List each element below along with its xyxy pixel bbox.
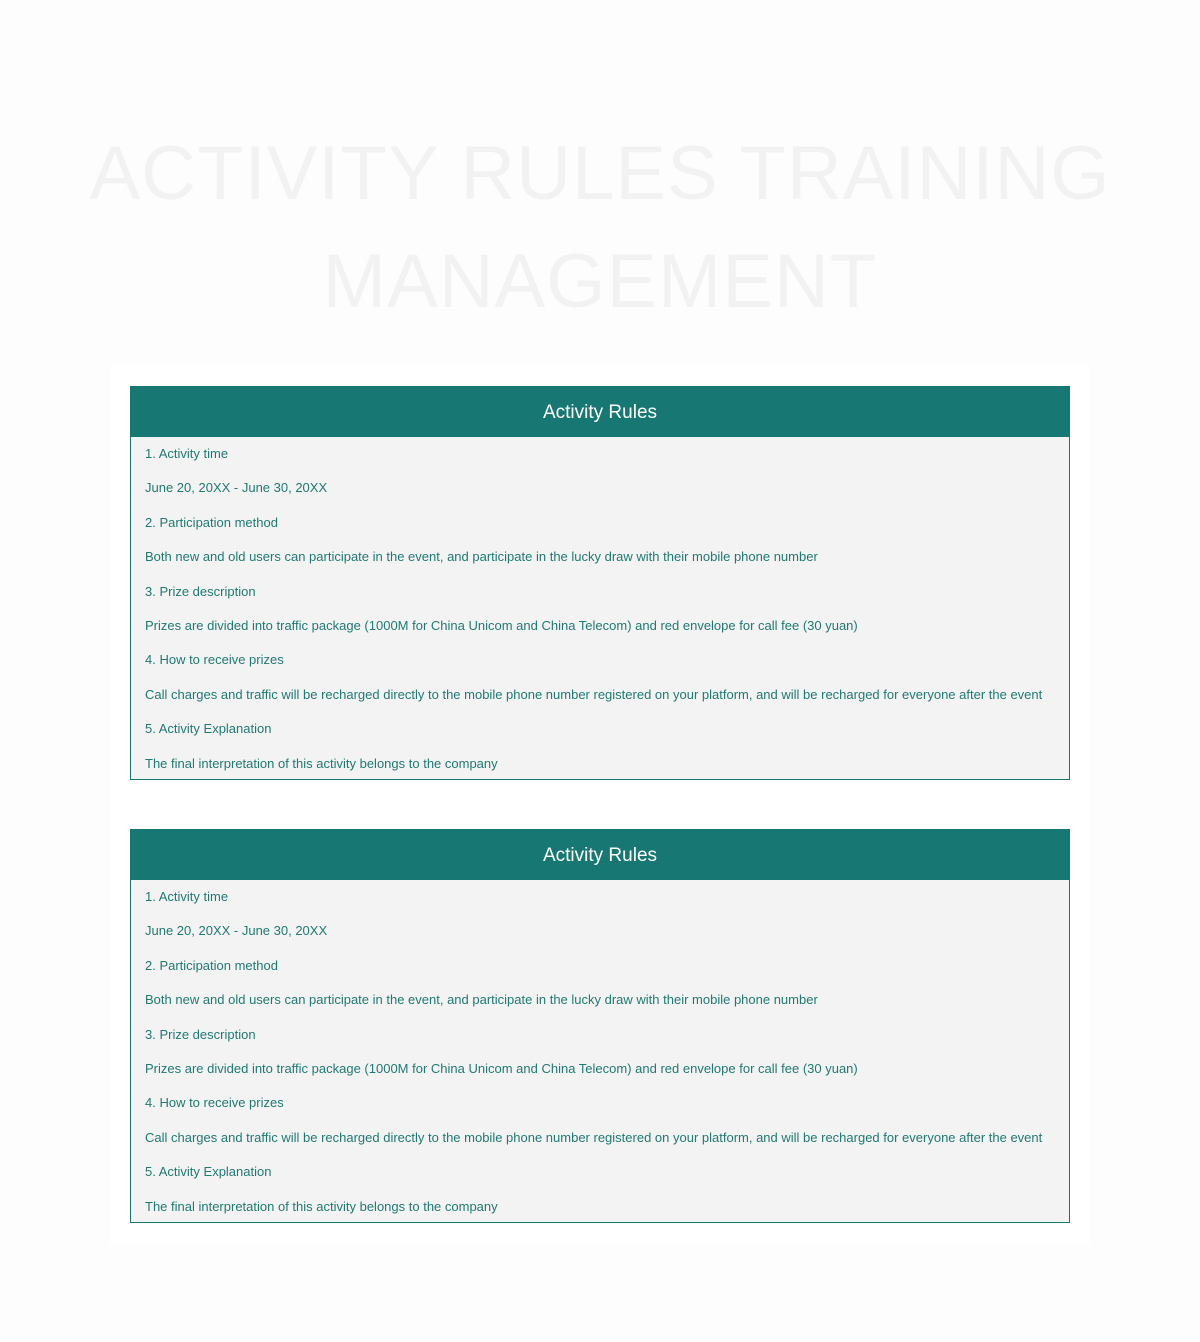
page-title-line-2: MANAGEMENT [322, 239, 878, 324]
page-title [0, 120, 1200, 336]
card-body [131, 437, 1069, 781]
card-header: Activity Rules [131, 387, 1069, 437]
rule-heading-activity-time: 1. Activity time [145, 446, 229, 461]
card-header: Activity Rules [131, 830, 1069, 880]
rule-text-receive: Call charges and traffic will be recharged directly to the mobile phone number registered on your platform, and will be recharged for everyone after the event [145, 686, 1043, 702]
rule-heading-receive: 4. How to receive prizes [145, 1095, 284, 1111]
rule-heading-activity-time: 1. Activity time [145, 889, 229, 904]
rule-text-activity-time: June 20, 20XX - June 30, 20XX [145, 480, 328, 496]
rule-heading-explanation: 5. Activity Explanation [145, 721, 272, 737]
rule-text-explanation: The final interpretation of this activity belongs to the company [145, 1198, 498, 1214]
rule-text-participation: Both new and old users can participate in the event, and participate in the lucky draw with their mobile phone number [145, 549, 818, 565]
rule-text-explanation: The final interpretation of this activity belongs to the company [145, 755, 498, 771]
rule-heading-prize: 3. Prize description [145, 1026, 256, 1042]
rule-text-activity-time: June 20, 20XX - June 30, 20XX [145, 923, 328, 939]
rule-heading-prize: 3. Prize description [145, 583, 256, 599]
rule-text-prize: Prizes are divided into traffic package (1000M for China Unicom and China Telecom) and red envelope for call fee (30 yuan) [145, 1060, 858, 1076]
rules-card-2 [130, 829, 1070, 1223]
rule-heading-participation: 2. Participation method [145, 514, 278, 530]
rule-text-participation: Both new and old users can participate in the event, and participate in the lucky draw with their mobile phone number [145, 992, 818, 1008]
rules-card-1 [130, 386, 1070, 780]
rule-heading-receive: 4. How to receive prizes [145, 652, 284, 668]
card-body [131, 880, 1069, 1224]
rule-heading-participation: 2. Participation method [145, 957, 278, 973]
rule-heading-explanation: 5. Activity Explanation [145, 1164, 272, 1180]
page-title-line-1: ACTIVITY RULES TRAINING [89, 131, 1111, 216]
rule-text-prize: Prizes are divided into traffic package (1000M for China Unicom and China Telecom) and red envelope for call fee (30 yuan) [145, 617, 858, 633]
rule-text-receive: Call charges and traffic will be recharged directly to the mobile phone number registered on your platform, and will be recharged for everyone after the event [145, 1129, 1043, 1145]
